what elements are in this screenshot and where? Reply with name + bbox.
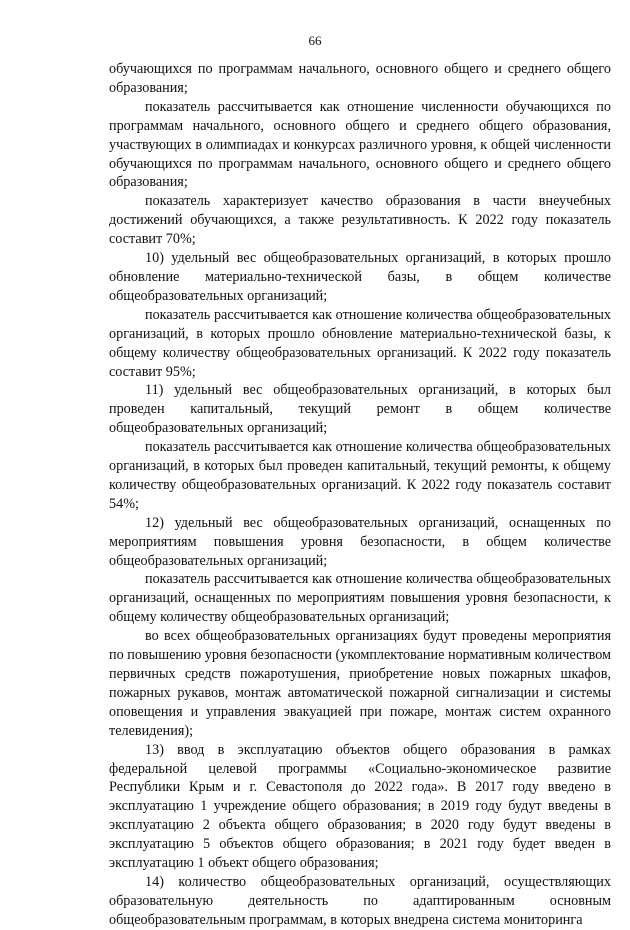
paragraph: 10) удельный вес общеобразовательных организаций, в которых прошло обновление материально-технической базы, в общем количестве общеобразовательных организаций; bbox=[109, 250, 611, 304]
paragraph: во всех общеобразовательных организациях будут проведены мероприятия по повышению уровня безопасности (укомплектование нормативным количеством первичных средств пожаротушения, приобретение новых пожарных шкафов, пожарных рукавов, монтаж автоматической пожарной сигнализации и системы оповещения и управления эвакуацией при пожаре, монтаж систем охранного телевидения); bbox=[109, 628, 611, 739]
page-number: 66 bbox=[308, 33, 322, 48]
paragraph: показатель характеризует качество образования в части внеучебных достижений обучающихся, а также результативность. К 2022 году показатель составит 70%; bbox=[109, 193, 611, 248]
paragraph: показатель рассчитывается как отношение количества общеобразовательных организаций, в которых был проведен капитальный, текущий ремонты, к общему количеству общеобразовательных организаций. К 2022 году показатель составит 54%; bbox=[109, 439, 611, 512]
paragraph: 13) ввод в эксплуатацию объектов общего образования в рамках федеральной целевой программы «Социально-экономическое развитие Республики Крым и г. Севастополя до 2022 года». В 2017 году введено в эксплуатацию 1 учреждение общего образования; в 2019 году будут введены в эксплуатацию 2 объекта общего образования; в 2020 году будут введены в эксплуатацию 5 объектов общего образования; в 2021 году будет введен в эксплуатацию 1 объект общего образования; bbox=[109, 741, 611, 872]
document-body bbox=[109, 60, 611, 930]
paragraph: показатель рассчитывается как отношение численности обучающихся по программам начального, основного общего и среднего общего образования, участвующих в олимпиадах и конкурсах различного уровня, к общей численности обучающихся по программам начального, основного общего и среднего общего образования; bbox=[109, 98, 611, 191]
paragraph: показатель рассчитывается как отношение количества общеобразовательных организаций, в которых прошло обновление материально-технической базы, к общему количеству общеобразовательных организаций. К 2022 году показатель составит 95%; bbox=[109, 306, 611, 380]
paragraph: 11) удельный вес общеобразовательных организаций, в которых был проведен капитальный, текущий ремонт в общем количестве общеобразовательных организаций; bbox=[109, 382, 611, 437]
paragraph: обучающихся по программам начального, основного общего и среднего общего образования; bbox=[109, 61, 611, 96]
paragraph: 14) количество общеобразовательных организаций, осуществляющих образовательную деятельность по адаптированным основным общеобразовательным программам, в которых внедрена система мониторинга bbox=[109, 873, 611, 928]
paragraph: показатель рассчитывается как отношение количества общеобразовательных организаций, оснащенных по мероприятиям повышения уровня безопасности, к общему количеству общеобразовательных организаций; bbox=[109, 571, 611, 626]
paragraph: 12) удельный вес общеобразовательных организаций, оснащенных по мероприятиям повышения уровня безопасности, в общем количестве общеобразовательных организаций; bbox=[109, 514, 611, 569]
